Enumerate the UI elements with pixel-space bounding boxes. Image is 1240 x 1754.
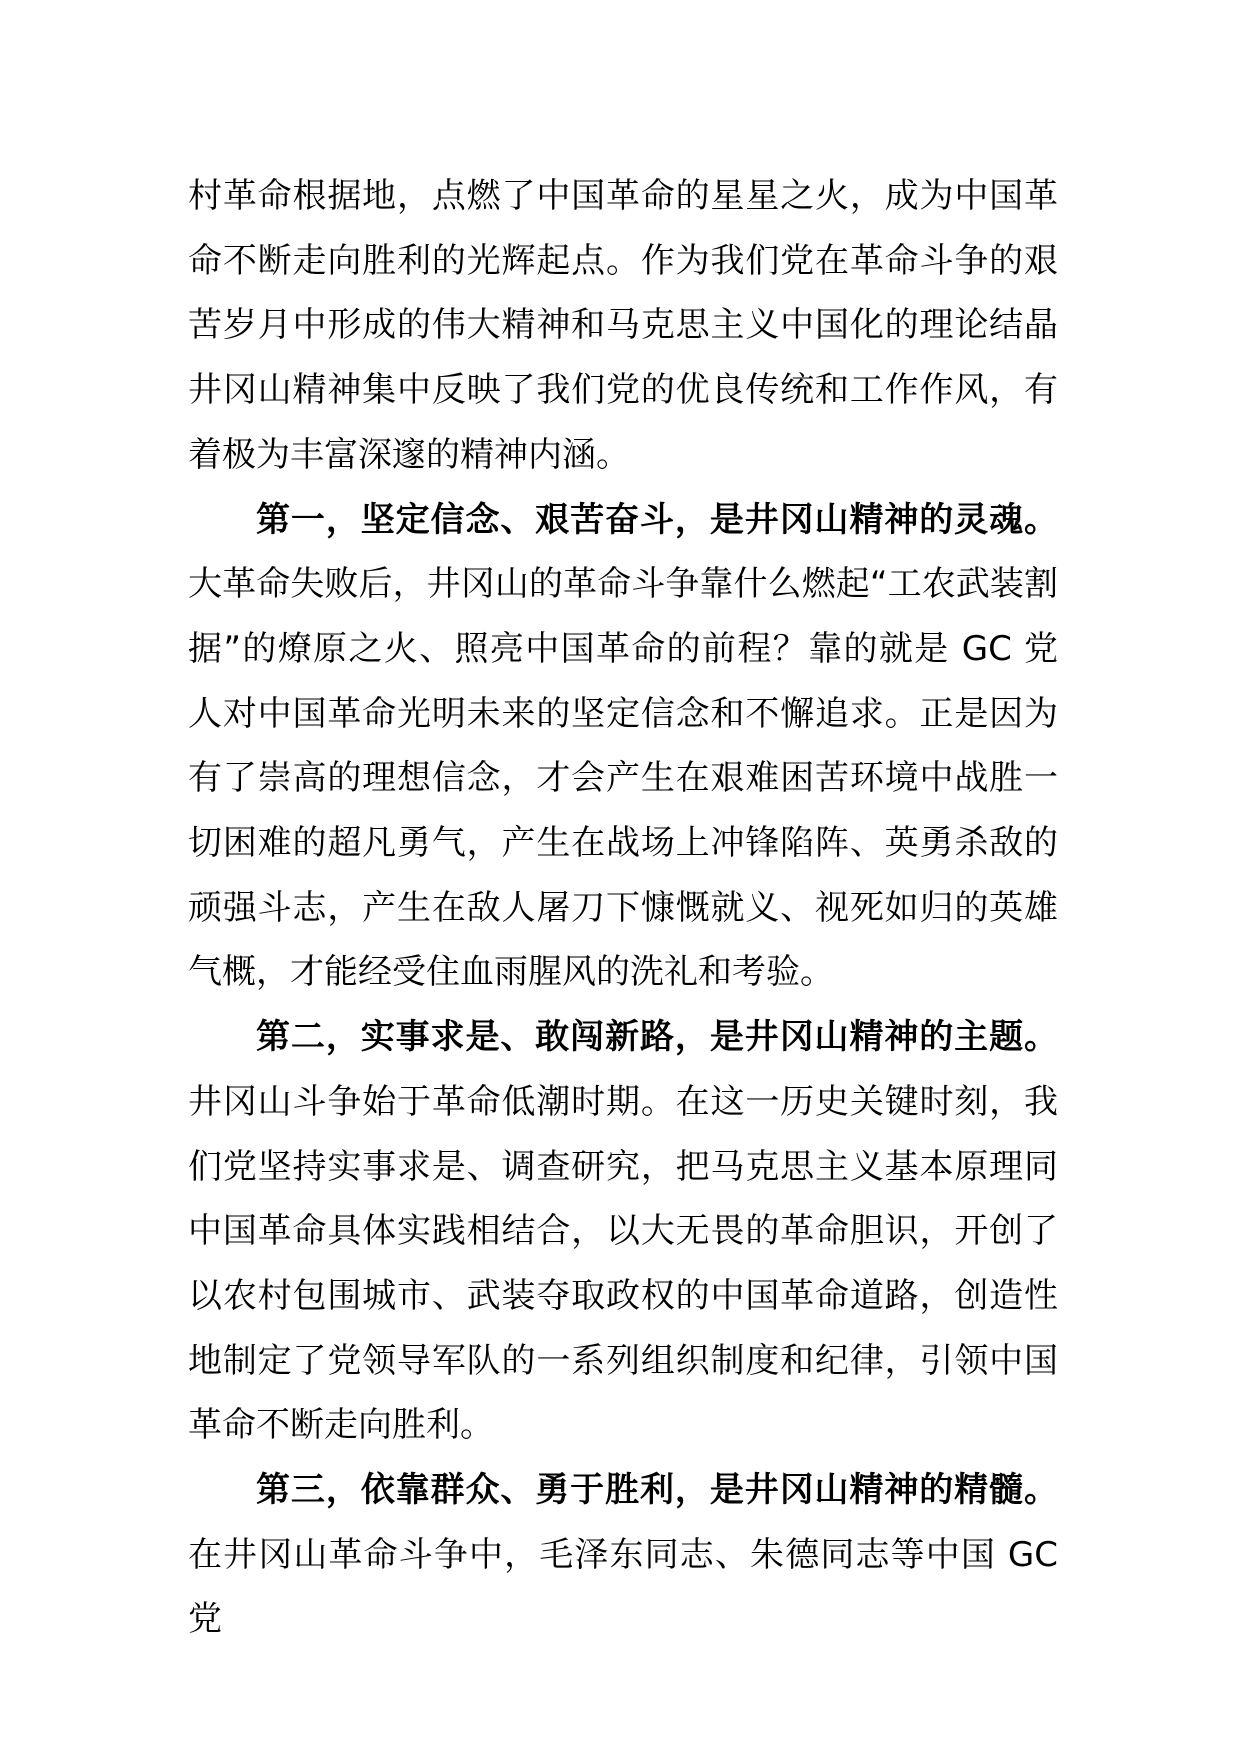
paragraph-heading: 第三，依靠群众、勇于胜利，是井冈山精神的精髓。: [256, 1470, 1058, 1511]
paragraph-text: 在井冈山革命斗争中，毛泽东同志、朱德同志等中国 GC 党: [188, 1534, 1058, 1640]
document-body: [188, 164, 1058, 1652]
paragraph-continuation: [188, 164, 1058, 488]
paragraph-3: [188, 1458, 1058, 1652]
paragraph-2: [188, 1005, 1058, 1458]
paragraph-text: 井冈山斗争始于革命低潮时期。在这一历史关键时刻，我们党坚持实事求是、调查研究，把马克思主义基本原理同中国革命具体实践相结合，以大无畏的革命胆识，开创了以农村包围城市、武装夺取政权的中国革命道路，创造性地制定了党领导军队的一系列组织制度和纪律，引领中国革命不断走向胜利。: [188, 1081, 1058, 1446]
paragraph-text: 大革命失败后，井冈山的革命斗争靠什么燃起“工农武装割据”的燎原之火、照亮中国革命的前程？靠的就是 GC 党人对中国革命光明未来的坚定信念和不懈追求。正是因为有了崇高的理想信念，才会产生在艰难困苦环境中战胜一切困难的超凡勇气，产生在战场上冲锋陷阵、英勇杀敌的顽强斗志，产生在敌人屠刀下慷慨就义、视死如归的英雄气概，才能经受住血雨腥风的洗礼和考验。: [188, 564, 1058, 993]
paragraph-heading: 第一，坚定信念、艰苦奋斗，是井冈山精神的灵魂。: [256, 499, 1058, 540]
paragraph-heading: 第二，实事求是、敢闯新路，是井冈山精神的主题。: [256, 1017, 1058, 1058]
paragraph-text: 村革命根据地，点燃了中国革命的星星之火，成为中国革命不断走向胜利的光辉起点。作为我们党在革命斗争的艰苦岁月中形成的伟大精神和马克思主义中国化的理论结晶井冈山精神集中反映了我们党的优良传统和工作作风，有着极为丰富深邃的精神内涵。: [188, 176, 1058, 475]
paragraph-1: [188, 488, 1058, 1006]
